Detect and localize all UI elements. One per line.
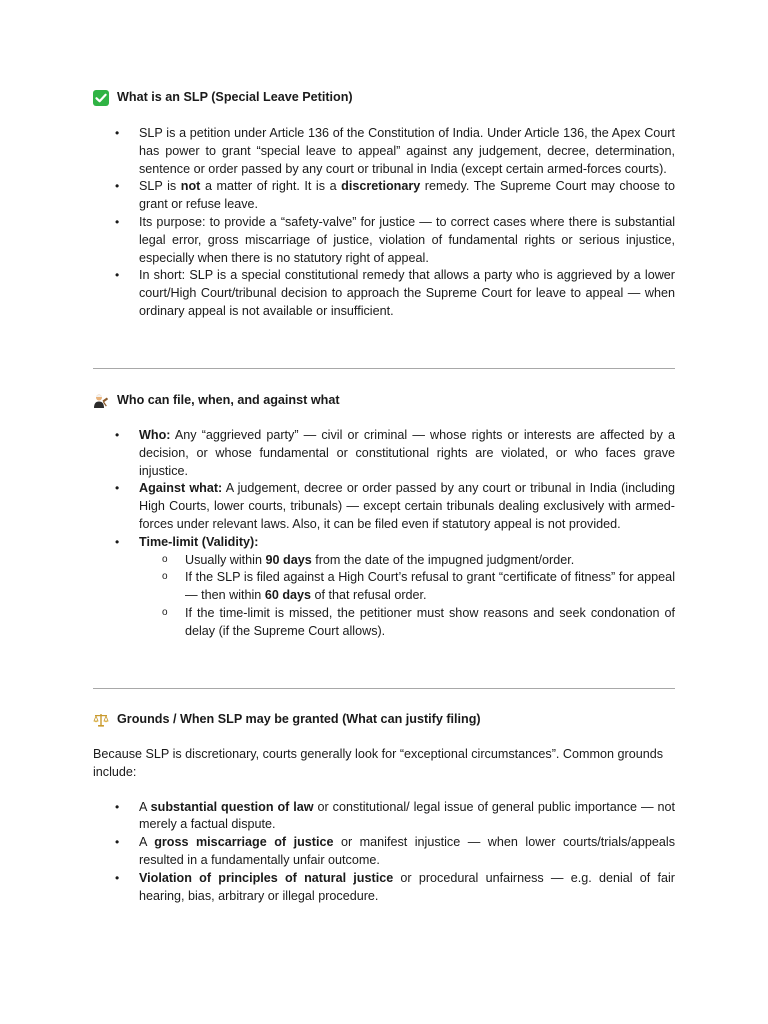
list-item: • Time-limit (Validity): o Usually within 90 days from the date of the impugned judgment/order. o If the SLP is filed against a High Court’s refusal to grant “certificate of fitness” for appeal — then within 60 days of that refusal order. o If the time-limit is missed, the petitioner must show reasons and seek condonation of delay (if the Supreme Court allows). xyxy=(139,534,675,641)
list-item: • Against what: A judgement, decree or order passed by any court or tribunal in India (including High Courts, lower courts, tribunals) — except certain tribunals dealing exclusively with armed-forces under relevant laws. Also, it can be filed even if statutory appeal is not provided. xyxy=(139,480,675,533)
sub-list xyxy=(139,552,675,641)
bullet-list xyxy=(93,799,675,906)
list-item: • A substantial question of law or constitutional/ legal issue of general public importance — not merely a factual dispute. xyxy=(139,799,675,835)
list-item: • SLP is not a matter of right. It is a discretionary remedy. The Supreme Court may choose to grant or refuse leave. xyxy=(139,178,675,214)
bullet-list xyxy=(93,125,675,321)
sub-list-item: o Usually within 90 days from the date of the impugned judgment/order. xyxy=(185,552,675,570)
sub-list-item: o If the SLP is filed against a High Court’s refusal to grant “certificate of fitness” for appeal — then within 60 days of that refusal order. xyxy=(185,569,675,605)
list-item: • Violation of principles of natural justice or procedural unfairness — e.g. denial of fair hearing, bias, arbitrary or illegal procedure. xyxy=(139,870,675,906)
section-title: Who can file, when, and against what xyxy=(117,393,340,408)
list-item: • Its purpose: to provide a “safety-valve” for justice — to correct cases where there is substantial legal error, gross miscarriage of justice, violation of fundamental rights or serious injustice, especially when there is no statutory right of appeal. xyxy=(139,214,675,267)
list-item: • SLP is a petition under Article 136 of the Constitution of India. Under Article 136, the Apex Court has power to grant “special leave to appeal” against any judgement, decree, determination, sentence or order passed by any court or tribunal in India (except certain armed-forces courts). xyxy=(139,125,675,178)
sub-list-item: o If the time-limit is missed, the petitioner must show reasons and seek condonation of delay (if the Supreme Court allows). xyxy=(185,605,675,641)
list-item: • A gross miscarriage of justice or manifest injustice — when lower courts/trials/appeals resulted in a fundamentally unfair outcome. xyxy=(139,834,675,870)
check-mark-icon xyxy=(93,90,109,106)
section-who-can-file xyxy=(93,392,675,641)
section-grounds xyxy=(93,711,675,905)
section-what-is-slp xyxy=(93,89,675,321)
scales-icon xyxy=(93,712,109,728)
judge-icon xyxy=(93,393,109,409)
divider xyxy=(93,688,675,689)
section-title: Grounds / When SLP may be granted (What can justify filing) xyxy=(117,712,481,727)
list-item: • Who: Any “aggrieved party” — civil or criminal — whose rights or interests are affected by a decision, or whose fundamental or constitutional rights are violated, or who faces grave injustice. xyxy=(139,427,675,480)
list-item: • In short: SLP is a special constitutional remedy that allows a party who is aggrieved by a lower court/High Court/tribunal decision to approach the Supreme Court for leave to appeal — when ordinary appeal is not available or insufficient. xyxy=(139,267,675,320)
section-heading xyxy=(93,89,675,107)
divider xyxy=(93,368,675,369)
bullet-list xyxy=(93,427,675,641)
section-heading xyxy=(93,711,675,729)
intro-paragraph: Because SLP is discretionary, courts generally look for “exceptional circumstances”. Common grounds include: xyxy=(93,747,664,779)
section-heading xyxy=(93,392,675,410)
section-title: What is an SLP (Special Leave Petition) xyxy=(117,90,353,105)
